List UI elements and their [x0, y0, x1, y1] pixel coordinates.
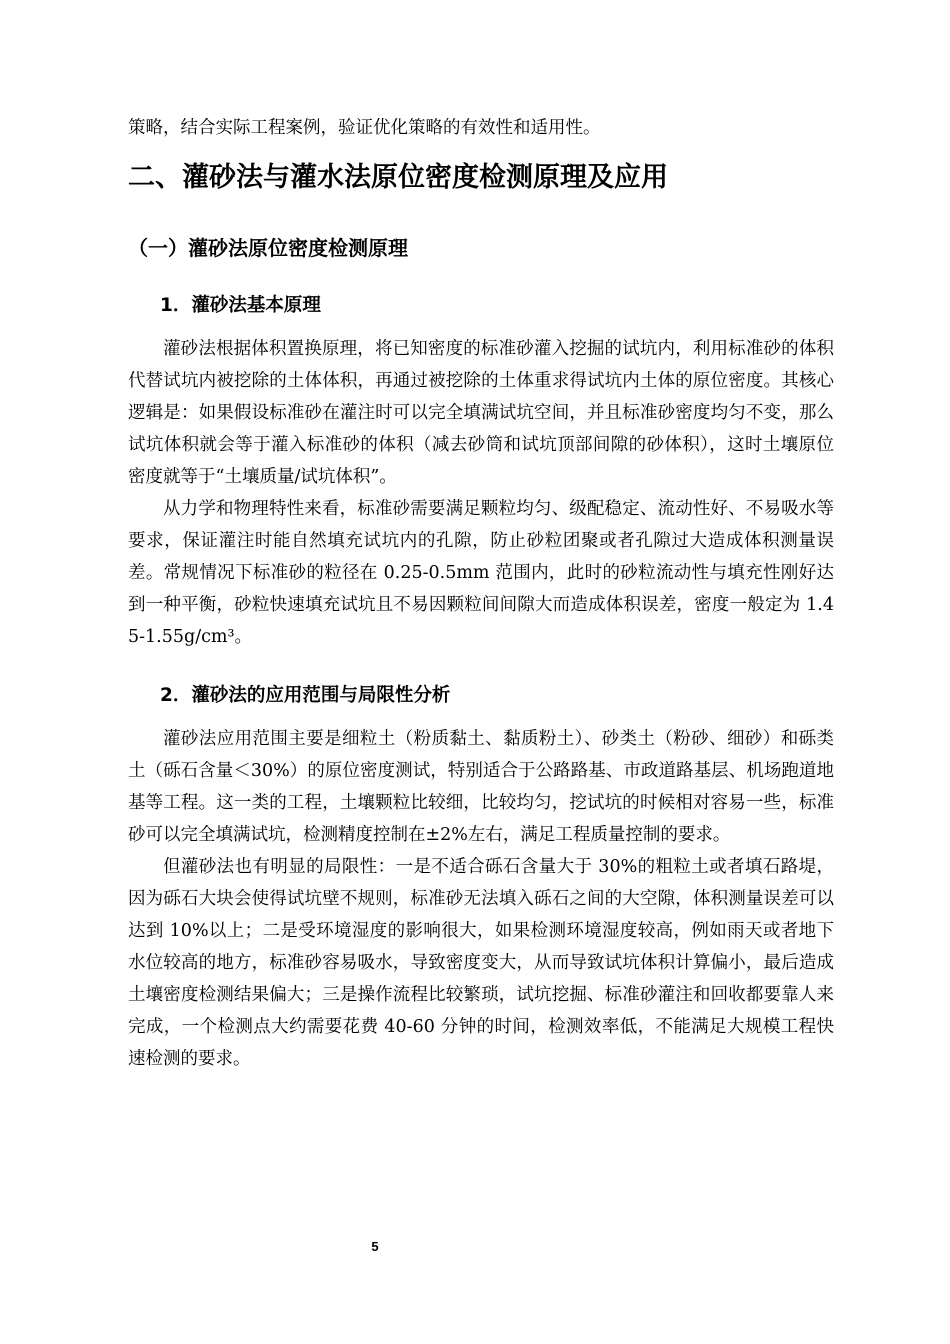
- body-paragraph: 从力学和物理特性来看，标准砂需要满足颗粒均匀、级配稳定、流动性好、不易吸水等要求，保证灌注时能自然填充试坑内的孔隙，防止砂粒团聚或者孔隙过大造成体积测量误差。常规情况下标准砂的粒径在 0.25-0.5mm 范围内，此时的砂粒流动性与填充性刚好达到一种平衡，砂粒快速填充试坑且不易因颗粒间间隙大而造成体积误差，密度一般定为 1.45-1.55g/cm³。: [128, 499, 835, 647]
- item2-heading: 2．灌砂法的应用范围与局限性分析: [160, 685, 451, 706]
- subsection-title: （一）灌砂法原位密度检测原理: [128, 236, 408, 260]
- item1-heading: 1．灌砂法基本原理: [160, 295, 321, 316]
- section-title: 二、灌砂法与灌水法原位密度检测原理及应用: [128, 162, 668, 193]
- lead-paragraph: 策略，结合实际工程案例，验证优化策略的有效性和适用性。: [128, 118, 601, 138]
- body-paragraph: 灌砂法根据体积置换原理，将已知密度的标准砂灌入挖掘的试坑内，利用标准砂的体积代替试坑内被挖除的土体体积，再通过被挖除的土体重求得试坑内土体的原位密度。其核心逻辑是：如果假设标准砂在灌注时可以完全填满试坑空间，并且标准砂密度均匀不变，那么试坑体积就会等于灌入标准砂的体积（减去砂筒和试坑顶部间隙的砂体积），这时土壤原位密度就等于“土壤质量/试坑体积”。: [128, 339, 834, 487]
- page-number: 5: [371, 1239, 379, 1254]
- body-paragraph: 但灌砂法也有明显的局限性：一是不适合砾石含量大于 30%的粗粒土或者填石路堤，因为砾石大块会使得试坑壁不规则，标准砂无法填入砾石之间的大空隙，体积测量误差可以达到 10%以上；二是受环境湿度的影响很大，如果检测环境湿度较高，例如雨天或者地下水位较高的地方，标准砂容易吸水，导致密度变大，从而导致试坑体积计算偏小，最后造成土壤密度检测结果偏大；三是操作流程比较繁琐，试坑挖掘、标准砂灌注和回收都要靠人来完成，一个检测点大约需要花费 40-60 分钟的时间，检测效率低，不能满足大规模工程快速检测的要求。: [128, 857, 834, 1069]
- body-paragraph: 灌砂法应用范围主要是细粒土（粉质黏土、黏质粉土）、砂类土（粉砂、细砂）和砾类土（砾石含量＜30%）的原位密度测试，特别适合于公路路基、市政道路基层、机场跑道地基等工程。这一类的工程，土壤颗粒比较细，比较均匀，挖试坑的时候相对容易一些，标准砂可以完全填满试坑，检测精度控制在±2%左右，满足工程质量控制的要求。: [128, 729, 834, 845]
- page-body: [128, 112, 834, 1075]
